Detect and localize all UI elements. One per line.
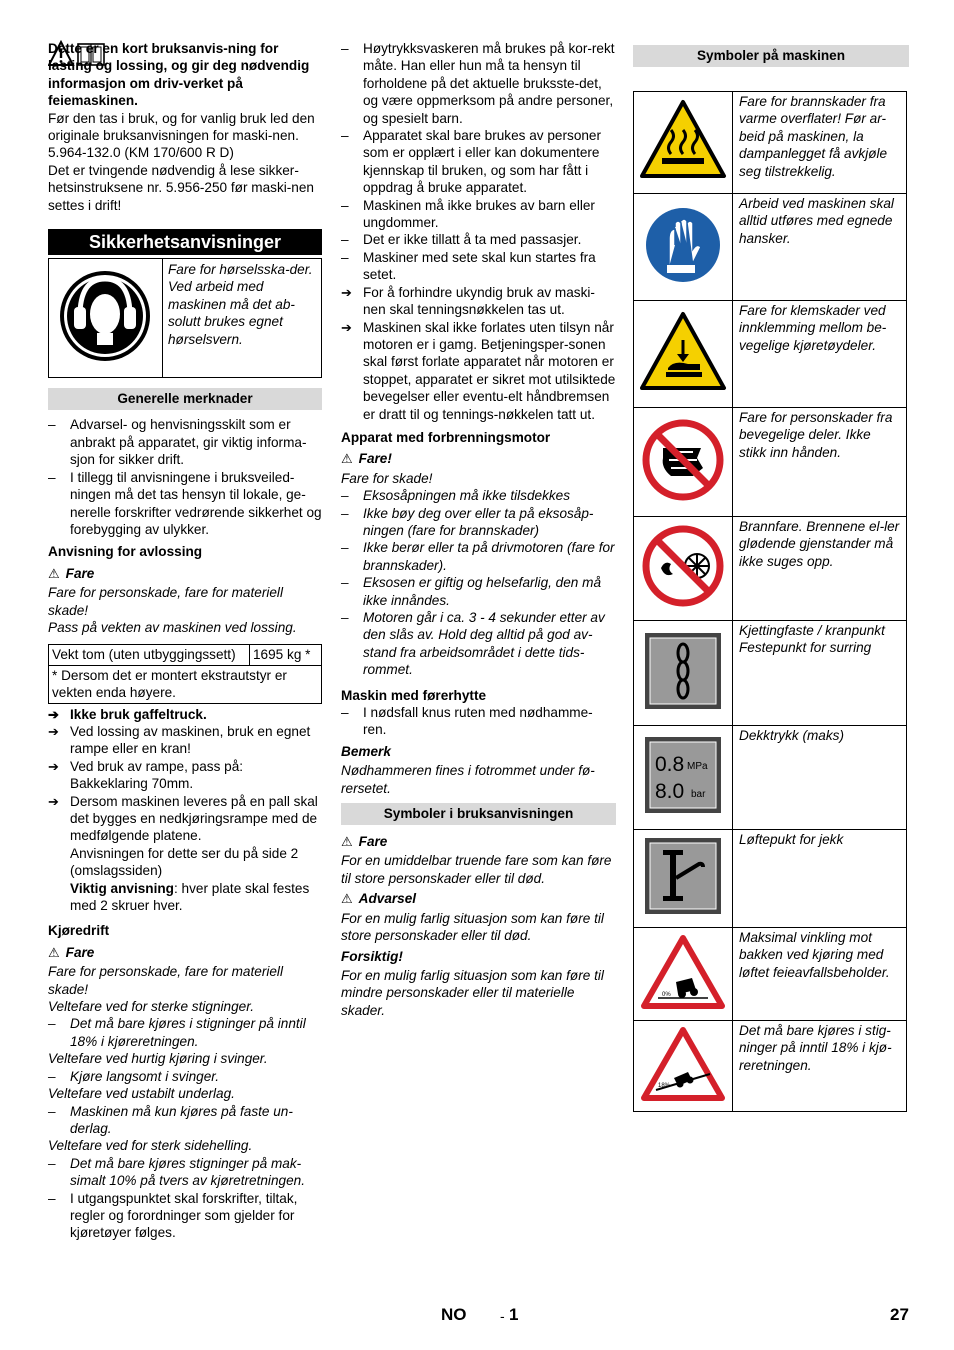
footer-language: NO bbox=[441, 1305, 467, 1324]
column-1 bbox=[48, 40, 322, 1242]
warning-icon: ⚠ bbox=[48, 565, 60, 581]
symbol-forsiktig: Forsiktig! bbox=[341, 948, 403, 964]
list-item: – Eksosåpningen må ikke tilsdekkes bbox=[341, 488, 571, 504]
hot-surface-icon bbox=[638, 96, 728, 184]
list-item: – Ikke berør eller ta på drivmotoren (fare for brannskader). bbox=[341, 540, 615, 573]
list-item: – Eksosen er giftig og helsefarlig, den må ikke innåndes. bbox=[341, 575, 602, 608]
intro-part: 5.964-132.0 (KM 170/600 R D) bbox=[48, 145, 234, 161]
unload-weight-note: Pass på vekten av maskinen ved lossing. bbox=[48, 619, 297, 635]
symbol-cell bbox=[634, 92, 733, 194]
gloves-icon bbox=[643, 205, 723, 285]
list-item: – Maskiner med sete skal kun startes fra setet. bbox=[341, 249, 596, 283]
drive-fare: ⚠ Fare bbox=[48, 944, 95, 960]
intro-text-2: Det er tvingende nødvendig å lese sikker-hetsinstruksene nr. 5.956-250 før maski-nen settes i drift! bbox=[48, 162, 314, 213]
symbol-cell bbox=[634, 1021, 733, 1112]
engine-title: Apparat med forbrenningsmotor bbox=[341, 429, 551, 445]
machine-symbols-table bbox=[633, 91, 907, 1112]
weight-label: Vekt tom (uten utbyggingssett) bbox=[49, 645, 250, 665]
pressure-mpa-value: 0.8 bbox=[655, 753, 685, 777]
symbol-text: Arbeid ved maskinen skal alltid utføres med egnede hansker. bbox=[733, 194, 907, 301]
hearing-table bbox=[48, 258, 322, 378]
symbol-text: Fare for personskader fra bevegelige deler. Ikke stikk inn hånden. bbox=[733, 408, 907, 517]
list-item: – I tillegg til anvisningene i bruksveiled-ningen må det tas hensyn til lokale, ge-nerelle forskrifter vedrørende sikkerhet og forebygging av ulykker. bbox=[48, 469, 322, 537]
no-hand-icon bbox=[641, 418, 725, 502]
slope-label: 18% bbox=[658, 1082, 671, 1089]
hearing-text: Fare for hørselsska-der. Ved arbeid med maskinen må det ab-solutt brukes egnet hørselsvern. bbox=[163, 259, 322, 378]
list-item: – Det må bare kjøres i stigninger på inntil 18% i kjøreretningen. bbox=[48, 1016, 306, 1049]
symbol-cell bbox=[634, 621, 733, 726]
symbol-forsiktig-text: For en mulig farlig situasjon som kan føre til mindre personskader eller til materielle skader. bbox=[341, 967, 604, 1018]
weight-table bbox=[48, 644, 322, 703]
warning-icon: ⚠ bbox=[48, 944, 60, 960]
crush-hazard-icon bbox=[638, 308, 728, 396]
list-item: ➔ Maskinen skal ikke forlates uten tilsyn når motoren er i gamg. Betjeningsper-sonen skal først forlate apparatet når motoren er stoppet, apparatet er sikret mot utilsiktede bevegelser eller eventu-elt håndbremsen er dratt til og tennings-nøkkelen tatt ut. bbox=[341, 319, 616, 422]
list-item: – Apparatet skal bare brukes av personer som er opplært i eller kan dokumentere kjennskap til bruken, og som har fått i oppdrag å bruke apparatet. bbox=[341, 128, 602, 196]
general-list bbox=[48, 416, 322, 538]
list-item: – I utgangspunktet skal forskrifter, tiltak, regler og forordninger som gjelder for kjøretøyer følges. bbox=[48, 1190, 298, 1241]
tip-text: Veltefare ved ustabilt underlag. bbox=[48, 1086, 235, 1102]
footer-section-number: 1 bbox=[509, 1305, 519, 1324]
unload-steps bbox=[48, 706, 322, 915]
engine-warning: Fare for skade! bbox=[341, 470, 433, 486]
symbol-text: Dekktrykk (maks) bbox=[733, 726, 907, 830]
drive-warning: Fare for personskade, fare for materiell skade! bbox=[48, 964, 283, 997]
ramp-note: Anvisningen for dette ser du på side 2 (omslagssiden) bbox=[70, 845, 299, 879]
list-item: ➔ For å forhindre ukyndig bruk av maski-nen skal tenningsnøkkelen tas ut. bbox=[341, 284, 595, 318]
hearing-protection-icon bbox=[49, 259, 162, 373]
section-title-general: Generelle merknader bbox=[48, 388, 322, 410]
list-item: – I nødsfall knus ruten med nødhamme-ren. bbox=[341, 705, 593, 738]
pressure-bar-unit: bar bbox=[691, 789, 706, 801]
list-item: – Maskinen må ikke brukes av barn eller ungdommer. bbox=[341, 197, 595, 231]
section-title-safety: Sikkerhetsanvisninger bbox=[48, 229, 322, 255]
symbol-cell bbox=[634, 517, 733, 621]
column-3 bbox=[633, 45, 909, 1112]
symbol-cell bbox=[634, 928, 733, 1021]
list-item: – Maskinen må kun kjøres på faste un-derlag. bbox=[48, 1103, 293, 1136]
footer-separator: - bbox=[500, 1308, 505, 1324]
list-item: ➔ Ikke bruk gaffeltruck. bbox=[48, 706, 207, 722]
warning-icon: ⚠ bbox=[341, 891, 353, 907]
drive-title: Kjøredrift bbox=[48, 923, 110, 939]
list-item: ➔ Ved lossing av maskinen, bruk en egnet rampe eller en kran! bbox=[48, 723, 311, 757]
note-text: Nødhammeren fines i fotrommet under fø-rersetet. bbox=[341, 763, 595, 796]
tip-text: Veltefare ved for sterke stigninger. bbox=[48, 999, 255, 1015]
slope-18-icon bbox=[640, 1024, 726, 1104]
list-item: ➔ Dersom maskinen leveres på en pall skal det bygges en nedkjøringsrampe med de medfølgende platene. bbox=[48, 793, 318, 844]
no-hot-objects-icon bbox=[641, 524, 725, 608]
pressure-mpa-unit: MPa bbox=[687, 761, 708, 773]
weight-footnote: * Dersom det er montert ekstrautstyr er vekten enda høyere. bbox=[49, 665, 322, 703]
cab-title: Maskin med førerhytte bbox=[341, 687, 487, 703]
list-item: – Høytrykksvaskeren må brukes på kor-rekt måte. Han eller hun må ta hensyn til forholdene på det aktuelle bruksste-det, og være oppmerksom på andre personer, og spesielt barn. bbox=[341, 41, 615, 126]
symbol-text: Det må bare kjøres i stig-ninger på inntil 18% i kjø-reretningen. bbox=[733, 1021, 907, 1112]
hearing-icon-cell bbox=[49, 259, 163, 378]
symbol-text: Fare for klemskader ved innklemming mellom be-vegelige kjøretøydeler. bbox=[733, 301, 907, 408]
symbol-advarsel: ⚠ Advarsel bbox=[341, 891, 417, 907]
list-item: ➔ Ved bruk av rampe, pass på: Bakkeklaring 70mm. bbox=[48, 758, 244, 792]
symbol-advarsel-text: For en mulig farlig situasjon som kan føre til store personskader eller til død. bbox=[341, 910, 604, 944]
warning-icon: ⚠ bbox=[341, 451, 353, 467]
symbol-cell bbox=[634, 830, 733, 928]
jack-icon bbox=[643, 836, 723, 916]
symbol-text: Løftepukt for jekk bbox=[733, 830, 907, 928]
symbol-cell bbox=[634, 301, 733, 408]
symbol-fare-text: For en umiddelbar truende fare som kan føre til store personskader eller til død. bbox=[341, 853, 612, 886]
list-item: – Advarsel- og henvisningsskilt som er anbrakt på apparatet, gir viktig informa-sjon for sikker drift. bbox=[48, 417, 307, 468]
symbol-cell bbox=[634, 726, 733, 830]
engine-fare: ⚠ Fare! bbox=[341, 451, 392, 467]
note-label: Bemerk bbox=[341, 743, 391, 759]
pressure-bar-value: 8.0 bbox=[655, 780, 685, 804]
warning-icon: ⚠ bbox=[341, 834, 353, 850]
symbol-text: Brannfare. Brennene el-ler glødende gjenstander må ikke suges opp. bbox=[733, 517, 907, 621]
list-item: – Kjøre langsomt i svinger. bbox=[48, 1068, 220, 1084]
list-item: – Ikke bøy deg over eller ta på eksosåp-ningen (fare for brannskader) bbox=[341, 505, 594, 538]
tilt-label: 0% bbox=[662, 991, 671, 998]
symbol-fare: ⚠ Fare bbox=[341, 834, 388, 850]
list-item: – Det er ikke tillatt å ta med passasjer. bbox=[341, 232, 582, 248]
tyre-pressure-icon bbox=[643, 735, 723, 815]
column-2 bbox=[341, 40, 616, 1019]
tilt-0-icon bbox=[640, 932, 726, 1012]
chain-icon bbox=[643, 631, 723, 711]
symbol-text: Maksimal vinkling mot bakken ved kjøring med løftet feieavfallsbeholder. bbox=[733, 928, 907, 1021]
weight-value: 1695 kg * bbox=[250, 645, 322, 665]
list-item: – Motoren går i ca. 3 - 4 sekunder etter av den slås av. Hold deg alltid på god av-stand fra arbeidsområdet i dette tids-rommet. bbox=[341, 610, 605, 678]
list-item: – Det må bare kjøres stigninger på mak-simalt 10% på tvers av kjøretretningen. bbox=[48, 1155, 305, 1189]
intro-text: Før den tas i bruk, og for vanlig bruk led den originale bruksanvisningen for maski-nen. bbox=[48, 110, 315, 144]
unload-warning: Fare for personskade, fare for materiell skade! bbox=[48, 585, 283, 618]
intro-bold: Dette er en kort bruksanvis-ning for lasting og lossing, og gir deg nødvendig informasjon om driv-verket på feiemaskinen. bbox=[48, 41, 310, 109]
unload-title: Anvisning for avlossing bbox=[48, 544, 203, 560]
section-title-symbols: Symboler i bruksanvisningen bbox=[341, 803, 616, 825]
page-number: 27 bbox=[890, 1305, 909, 1324]
tip-text: Veltefare ved for sterk sidehelling. bbox=[48, 1138, 253, 1154]
unload-fare: ⚠ Fare bbox=[48, 565, 95, 581]
section-title-machine-symbols: Symboler på maskinen bbox=[633, 45, 909, 67]
symbol-text: Kjettingfaste / kranpunkt Festepunkt for surring bbox=[733, 621, 907, 726]
important-note: Viktig anvisning: hver plate skal festes med 2 skruer hver. bbox=[70, 880, 310, 914]
symbol-text: Fare for brannskader fra varme overflater! Før ar-beid på maskinen, la dampanlegget få avkjøle seg tilstrekkelig. bbox=[733, 92, 907, 194]
symbol-cell bbox=[634, 194, 733, 301]
symbol-cell bbox=[634, 408, 733, 517]
tip-text: Veltefare ved hurtig kjøring i svinger. bbox=[48, 1051, 268, 1067]
